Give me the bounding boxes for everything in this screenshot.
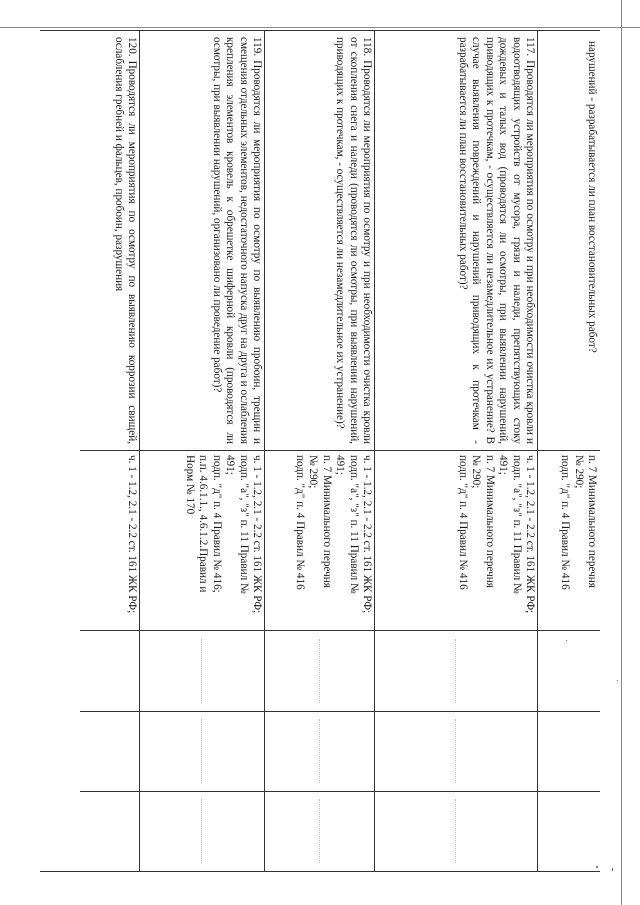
- reference-line: п. 7 Минимального перечня: [586, 455, 598, 588]
- reference-line: № 290;: [572, 455, 585, 489]
- row-number: 117.: [524, 37, 536, 57]
- empty-cell: [375, 711, 538, 792]
- empty-cell: [80, 631, 140, 712]
- checklist-table: [40, 30, 600, 872]
- empty-cell: [375, 631, 538, 712]
- row-number: 119.: [251, 37, 263, 57]
- row-number: 120.: [126, 37, 138, 57]
- empty-cell: [265, 631, 375, 712]
- empty-cell: [538, 791, 600, 871]
- question-text: Проводятся ли мероприятия по осмотру по выявлению пробоин, трещин и смещения отдельных элементов, недостаточного напуска друг на друга и ослабления крепления элементов кровель к обрешетке шиферной кровли (проводятся ли осмотры, при выявлении нарушений, организовано ли проведение работ)?: [210, 37, 263, 444]
- table-row: [537, 31, 600, 871]
- question-cell: [80, 31, 140, 451]
- empty-cell: [375, 791, 538, 871]
- empty-cell: [80, 791, 140, 871]
- reference-cell: [80, 451, 140, 631]
- reference-line: п. 7 Минимального перечня: [320, 455, 333, 588]
- reference-line: подп. "д" п. 4 Правил № 416: [559, 455, 572, 590]
- table-row: [374, 31, 538, 871]
- reference-line: ч. 1 - 1.2, 2.1 - 2.2 ст. 161 ЖК РФ;: [524, 455, 536, 614]
- question-cell: [265, 31, 375, 451]
- reference-line: п.п. 4.6.1.1., 4.6.1.2.Правил и: [197, 455, 210, 593]
- reference-line: подп. "д" п. 4 Правил № 416: [456, 455, 469, 590]
- reference-line: ч. 1 - 1.2, 2.1 - 2.2 ст. 161 ЖК РФ;: [361, 455, 373, 614]
- empty-cell: [538, 711, 600, 792]
- reference-line: подп. "а", "з" п. 11 Правил №: [510, 455, 523, 594]
- empty-cell: [140, 791, 265, 871]
- reference-line: подп. "а", "з" п. 11 Правил №: [237, 455, 250, 594]
- reference-line: Норм № 170: [183, 455, 196, 515]
- reference-cell: [265, 451, 375, 631]
- reference-line: 491;: [497, 455, 510, 475]
- reference-cell: [538, 451, 600, 631]
- reference-line: подп. "а", "з" п. 11 Правил №: [347, 455, 360, 594]
- empty-cell: [265, 791, 375, 871]
- reference-line: 491;: [224, 455, 237, 475]
- reference-line: подп. "д" п. 4 Правил № 416: [293, 455, 306, 590]
- question-cell: [538, 31, 600, 451]
- scan-edge-top: [0, 27, 640, 28]
- row-number: 118.: [361, 37, 373, 57]
- empty-cell: [140, 631, 265, 712]
- reference-line: № 290;: [307, 455, 320, 489]
- scan-speck: [566, 640, 567, 641]
- table-row: [80, 31, 140, 871]
- scan-speck: [617, 680, 618, 681]
- reference-line: подп. "д" п. 4 Правил № 416;: [210, 455, 223, 593]
- reference-line: ч. 1 - 1.2, 2.1 - 2.2 ст. 161 ЖК РФ;: [251, 455, 263, 614]
- empty-cell: [265, 711, 375, 792]
- reference-line: № 290;: [470, 455, 483, 489]
- scan-speck: [612, 868, 613, 871]
- reference-line: ч. 1 - 1.2, 2.1 - 2.2 ст. 161 ЖК РФ;: [126, 455, 138, 614]
- reference-line: 491;: [334, 455, 347, 475]
- question-text: нарушений - разрабатывается ли план восстановительных работ?: [586, 41, 598, 353]
- table-row: [264, 31, 375, 871]
- question-text: Проводятся ли мероприятия по осмотру и при необходимости очистка кровли от скопления снега и наледи (проводятся ли осмотры, при выявлении нарушений, приводящих к протечкам, - осуществляется ли незамедлительное их устранение)?: [334, 37, 373, 444]
- scan-speck: [596, 866, 598, 868]
- reference-cell: [140, 451, 265, 631]
- empty-cell: [80, 711, 140, 792]
- reference-cell: [375, 451, 538, 631]
- question-cell: [140, 31, 265, 451]
- empty-cell: [140, 711, 265, 792]
- scan-edge-right: [621, 0, 622, 905]
- empty-cell: [538, 631, 600, 712]
- question-cell: [375, 31, 538, 451]
- table-row: [139, 31, 265, 871]
- question-text: Проводятся ли мероприятия по осмотру по выявлению коррозии свищей, ослабления гребней и фальцев, пробоин, разрушения: [112, 37, 138, 444]
- reference-line: п. 7 Минимального перечня: [483, 455, 496, 588]
- question-text: Проводятся ли мероприятия по осмотру и при необходимости очистка кровли и водоотводящих устройств от мусора, грязи и наледи, препятствующих стоку дождевых и талых вод (проводятся ли осмотры, при выявлении нарушений, приводящих к протечкам, - осуществляется ли незамедлительное их устранение? В случае выявления повреждений и нарушений приводящих к протечкам - разрабатывается ли план восстановительных работ)?: [456, 37, 536, 444]
